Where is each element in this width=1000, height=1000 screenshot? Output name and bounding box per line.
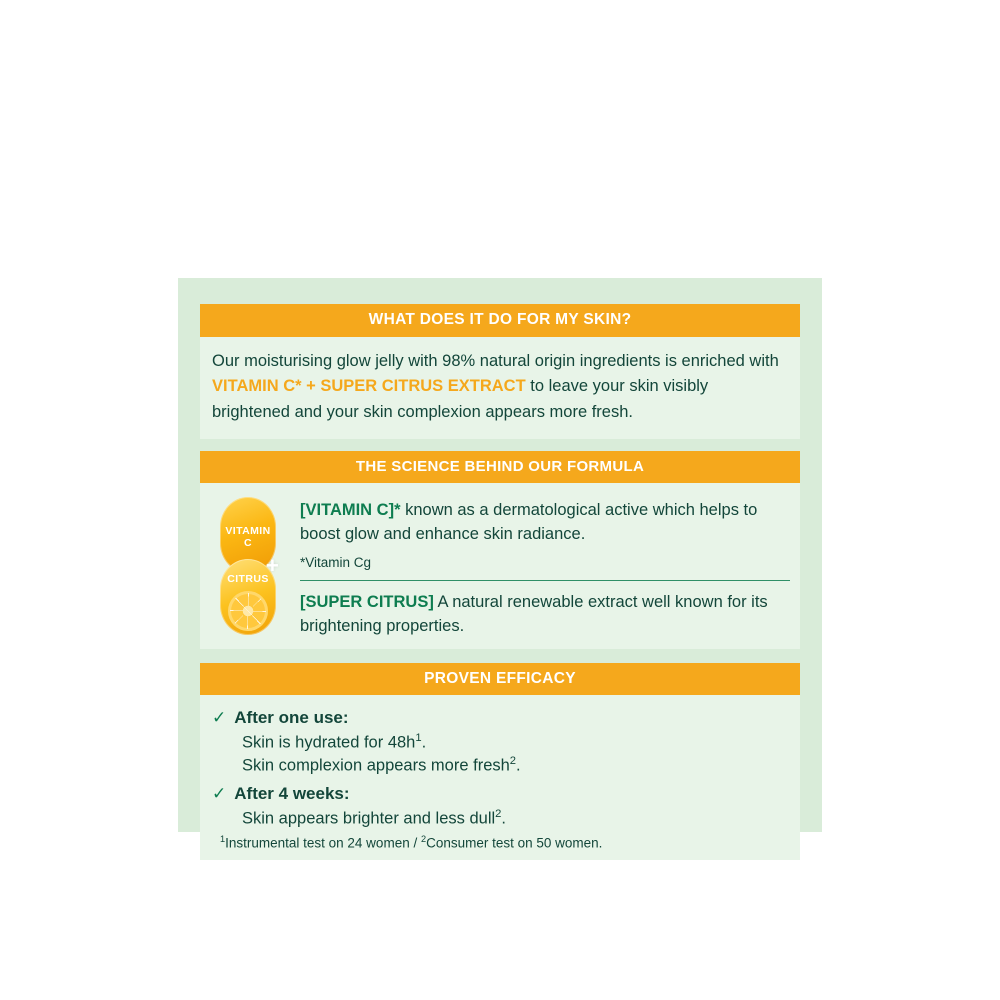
claim-line — [242, 807, 788, 830]
claim-line-tail: . — [421, 733, 427, 752]
check-icon: ✓ — [212, 784, 227, 803]
capsule-illustration — [206, 489, 298, 639]
vitamin-c-footnote: *Vitamin Cg — [300, 555, 372, 571]
ingredient-vitamin-c-title: [VITAMIN C]* — [300, 501, 401, 520]
claim-line-sup: 2 — [509, 755, 517, 768]
claim-line-sup: 2 — [495, 808, 502, 821]
section-body-efficacy — [200, 695, 800, 860]
science-text — [298, 489, 790, 639]
plus-icon: + — [266, 553, 279, 579]
legal-sup-1: 1 — [220, 833, 226, 844]
legal-text-2: Consumer test on 50 women. — [426, 835, 603, 851]
skin-description — [200, 337, 800, 440]
skin-description-part1: Our moisturising glow jelly with 98% natural origin ingredients is enriched with — [212, 351, 779, 370]
section-heading-science: THE SCIENCE BEHIND OUR FORMULA — [200, 451, 800, 483]
section-heading-efficacy: PROVEN EFFICACY — [200, 663, 800, 696]
check-icon: ✓ — [212, 708, 227, 728]
section-heading-skin: WHAT DOES IT DO FOR MY SKIN? — [200, 304, 800, 337]
claim-line-sup: 1 — [415, 732, 422, 745]
claim-line-tail: . — [516, 756, 521, 775]
legal-text-1: Instrumental test on 24 women / — [225, 835, 421, 851]
claim-line-tail: . — [501, 809, 506, 828]
claim-title: After one use: — [234, 708, 349, 728]
skin-description-part2: to leave your skin visibly brightened and your skin complexion appears more fresh. — [212, 377, 709, 421]
claim-line — [242, 731, 788, 754]
efficacy-content — [200, 695, 800, 860]
section-body-skin — [200, 337, 800, 440]
claim-title: After 4 weeks: — [234, 784, 350, 803]
citrus-slice-icon — [228, 591, 268, 631]
capsule-top-label: VITAMIN C — [225, 525, 271, 550]
claim-line-text: Skin is hydrated for 48h — [242, 733, 416, 752]
ingredient-vitamin-c-text: known as a dermatological active which helps to boost glow and enhance skin radiance. — [300, 501, 758, 544]
section-body-science — [200, 483, 800, 649]
capsule-graphic — [206, 495, 298, 635]
capsule-bottom-label: CITRUS — [227, 573, 269, 586]
panel-content — [200, 304, 800, 860]
legal-sup-2: 2 — [420, 833, 427, 844]
skin-description-highlight: VITAMIN C* + SUPER CITRUS EXTRACT — [212, 377, 526, 396]
spacer-2 — [200, 649, 800, 663]
spacer-1 — [200, 439, 800, 451]
ingredient-vitamin-c — [300, 499, 790, 547]
ingredient-super-citrus-title: [SUPER CITRUS] — [300, 593, 434, 612]
info-panel — [178, 278, 822, 851]
claim-row — [212, 783, 788, 805]
claim-row — [212, 707, 788, 729]
ingredient-super-citrus-text: A natural renewable extract well known for its brightening properties. — [300, 593, 768, 635]
ingredient-super-citrus — [300, 591, 790, 639]
claim-line — [242, 754, 788, 777]
claim-line-text: Skin complexion appears more fresh — [242, 756, 510, 775]
divider — [300, 580, 790, 581]
claim-line-text: Skin appears brighter and less dull — [242, 809, 496, 828]
legal-footnote — [220, 834, 788, 851]
science-content — [200, 483, 800, 649]
